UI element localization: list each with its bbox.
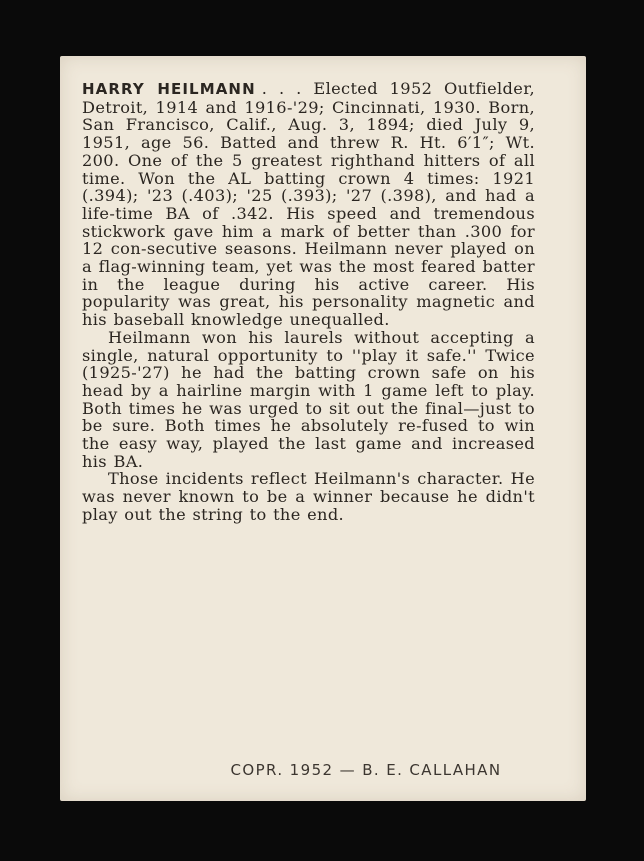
- biography-paragraph-2: Heilmann won his laurels without accepting a single, natural opportunity to ''play it safe.'' Twice (1925-'27) he had the batting crown safe on his head by a hairline margin with 1 game left to play. Both times he was urged to sit out the final—just to be sure. Both times he absolutely re-fused to win the easy way, played the last game and increased his BA.: [82, 327, 535, 471]
- copyright-line: COPR. 1952 — B. E. CALLAHAN: [230, 761, 502, 779]
- biography-paragraph-1-text: . . . Elected 1952 Outfielder, Detroit, 1914 and 1916-'29; Cincinnati, 1930. Born, San Francisco, Calif., Aug. 3, 1894; died July 9, 1951, age 56. Batted and threw R. Ht. 6′1″; Wt. 200. One of the 5 greatest righthand hitters of all time. Won the AL batting crown 4 times: 1921 (.394); '23 (.403); '25 (.393); '27 (.398), and had a life-time BA of .342. His speed and tremendous stickwork gave him a mark of better than .300 for 12 con-secutive seasons. Heilmann never played on a flag-winning team, yet was the most feared batter in the league during his active career. His popularity was great, his personality magnetic and his baseball knowledge unequalled.: [82, 79, 536, 330]
- biography-paragraph-1: [82, 80, 535, 329]
- baseball-card-back: [60, 56, 586, 801]
- biography-text: [82, 80, 535, 524]
- biography-paragraph-3: Those incidents reflect Heilmann's character. He was never known to be a winner because he didn't play out the string to the end.: [82, 469, 535, 524]
- player-name: HARRY HEILMANN: [82, 80, 256, 98]
